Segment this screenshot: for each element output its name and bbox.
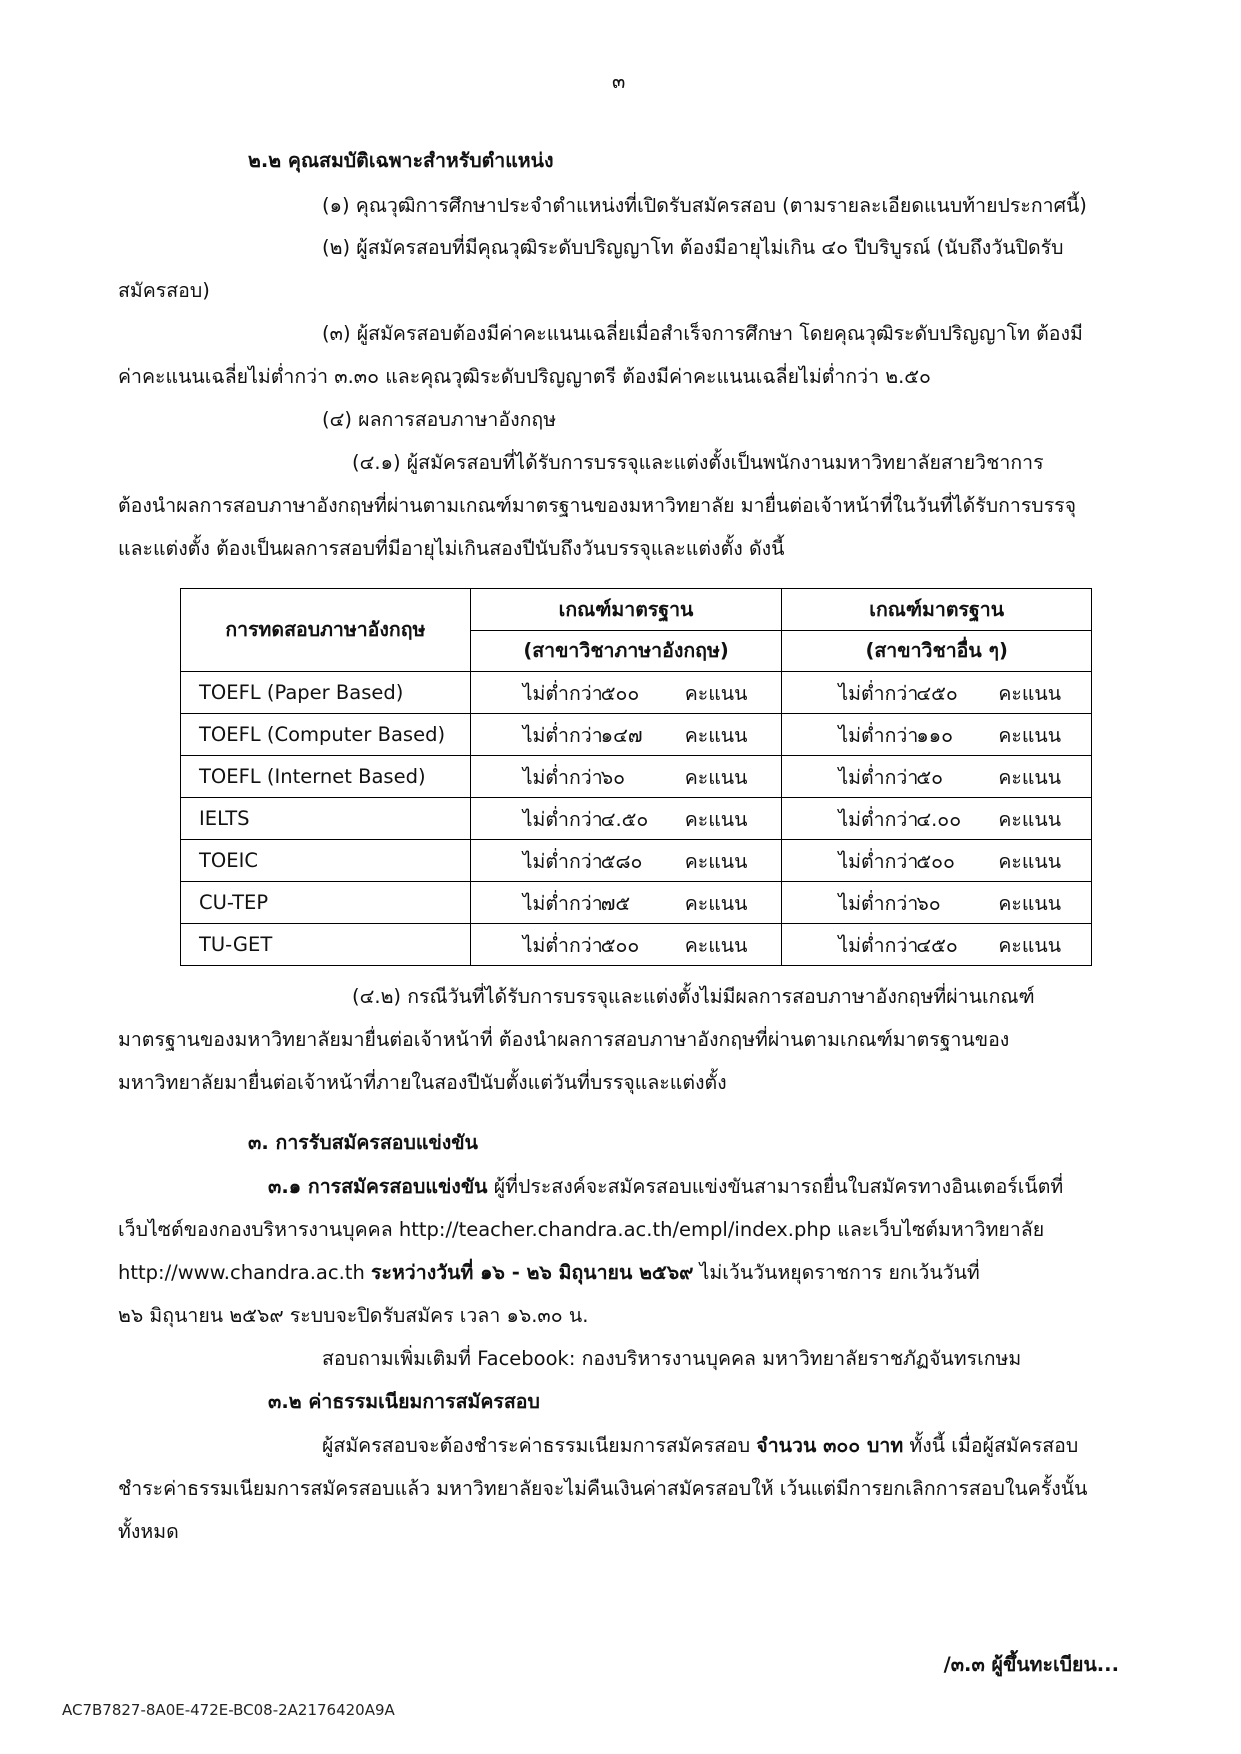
unit: คะแนน (998, 850, 1062, 873)
unit: คะแนน (684, 724, 748, 747)
other-threshold (782, 882, 1092, 924)
unit: คะแนน (684, 808, 748, 831)
score: ๔.๐๐ (916, 808, 962, 831)
min-label: ไม่ต่ำกว่า (522, 892, 603, 915)
other-threshold (782, 840, 1092, 882)
section-3-2-line-1 (322, 1434, 1078, 1457)
section-3-1-text: ผู้ที่ประสงค์จะสมัครสอบแข่งขันสามารถยื่นใบสมัครทางอินเตอร์เน็ตที่ (493, 1175, 1064, 1198)
test-name: TOEFL (Paper Based) (181, 672, 471, 714)
continued-marker: /๓.๓ ผู้ขึ้นทะเบียน... (943, 1653, 1119, 1676)
other-threshold (782, 756, 1092, 798)
table-row (181, 840, 1092, 882)
min-label: ไม่ต่ำกว่า (838, 682, 919, 705)
unit: คะแนน (998, 682, 1062, 705)
english-threshold (470, 672, 782, 714)
item-4-2-line-3: มหาวิทยาลัยมายื่นต่อเจ้าหน้าที่ภายในสองปีนับตั้งแต่วันที่บรรจุและแต่งตั้ง (118, 1071, 727, 1094)
min-label: ไม่ต่ำกว่า (522, 808, 603, 831)
min-label: ไม่ต่ำกว่า (838, 808, 919, 831)
item-4-1-line-1: (๔.๑) ผู้สมัครสอบที่ได้รับการบรรจุและแต่งตั้งเป็นพนักงานมหาวิทยาลัยสายวิชาการ (352, 451, 1044, 474)
test-name: TU-GET (181, 924, 471, 966)
section-3-2-line-2: ชำระค่าธรรมเนียมการสมัครสอบแล้ว มหาวิทยาลัยจะไม่คืนเงินค่าสมัครสอบให้ เว้นแต่มีการยกเลิกการสอบในครั้งนั้น (118, 1477, 1088, 1500)
item-4-2-line-1: (๔.๒) กรณีวันที่ได้รับการบรรจุและแต่งตั้งไม่มีผลการสอบภาษาอังกฤษที่ผ่านเกณฑ์ (352, 985, 1035, 1008)
english-threshold (470, 924, 782, 966)
english-threshold (470, 714, 782, 756)
application-period: ระหว่างวันที่ ๑๖ - ๒๖ มิถุนายน ๒๕๖๙ (371, 1261, 694, 1284)
unit: คะแนน (998, 766, 1062, 789)
score: ๕๐ (916, 766, 944, 789)
section-3-heading: ๓. การรับสมัครสอบแข่งขัน (248, 1131, 478, 1154)
other-threshold (782, 714, 1092, 756)
unit: คะแนน (998, 892, 1062, 915)
item-1: (๑) คุณวุฒิการศึกษาประจำตำแหน่งที่เปิดรับสมัครสอบ (ตามรายละเอียดแนบท้ายประกาศนี้) (322, 194, 1087, 217)
section-3-1-line-2: เว็บไซต์ของกองบริหารงานบุคคล http://teacher.chandra.ac.th/empl/index.php และเว็บไซต์มหาวิทยาลัย (118, 1218, 1045, 1241)
item-3-line-1: (๓) ผู้สมัครสอบต้องมีค่าคะแนนเฉลี่ยเมื่อสำเร็จการศึกษา โดยคุณวุฒิระดับปริญญาโท ต้องมี (322, 322, 1083, 345)
english-threshold (470, 840, 782, 882)
score: ๕๐๐ (600, 682, 640, 705)
item-2-line-1: (๒) ผู้สมัครสอบที่มีคุณวุฒิระดับปริญญาโท ต้องมีอายุไม่เกิน ๔๐ ปีบริบูรณ์ (นับถึงวันปิดรับ (322, 236, 1064, 259)
item-4: (๔) ผลการสอบภาษาอังกฤษ (322, 408, 557, 431)
unit: คะแนน (998, 724, 1062, 747)
other-threshold (782, 798, 1092, 840)
item-4-2-line-2: มาตรฐานของมหาวิทยาลัยมายื่นต่อเจ้าหน้าที่ ต้องนำผลการสอบภาษาอังกฤษที่ผ่านตามเกณฑ์มาตรฐานของ (118, 1028, 1010, 1051)
score: ๗๕ (600, 892, 631, 915)
min-label: ไม่ต่ำกว่า (838, 934, 919, 957)
score: ๕๐๐ (600, 934, 640, 957)
header-other-line-1: เกณฑ์มาตรฐาน (782, 589, 1092, 631)
fee-text-b: ทั้งนี้ เมื่อผู้สมัครสอบ (909, 1434, 1079, 1457)
min-label: ไม่ต่ำกว่า (838, 766, 919, 789)
unit: คะแนน (684, 766, 748, 789)
header-test: การทดสอบภาษาอังกฤษ (181, 589, 471, 672)
section-2-2-heading: ๒.๒ คุณสมบัติเฉพาะสำหรับตำแหน่ง (248, 149, 554, 172)
english-threshold (470, 756, 782, 798)
section-3-1-line-1 (268, 1175, 1063, 1198)
item-2-line-2: สมัครสอบ) (118, 279, 210, 302)
fee-amount: จำนวน ๓๐๐ บาท (756, 1434, 904, 1457)
table-row (181, 798, 1092, 840)
min-label: ไม่ต่ำกว่า (522, 682, 603, 705)
table-row (181, 882, 1092, 924)
section-3-2-line-3: ทั้งหมด (118, 1520, 179, 1543)
table-row (181, 672, 1092, 714)
fee-text-a: ผู้สมัครสอบจะต้องชำระค่าธรรมเนียมการสมัครสอบ (322, 1434, 751, 1457)
test-name: IELTS (181, 798, 471, 840)
min-label: ไม่ต่ำกว่า (522, 766, 603, 789)
item-3-line-2: ค่าคะแนนเฉลี่ยไม่ต่ำกว่า ๓.๓๐ และคุณวุฒิระดับปริญญาตรี ต้องมีค่าคะแนนเฉลี่ยไม่ต่ำกว่า ๒.๕๐ (118, 365, 931, 388)
contact-line: สอบถามเพิ่มเติมที่ Facebook: กองบริหารงานบุคคล มหาวิทยาลัยราชภัฏจันทรเกษม (322, 1347, 1022, 1370)
table-row (181, 924, 1092, 966)
score: ๑๑๐ (916, 724, 954, 747)
item-4-1-line-2: ต้องนำผลการสอบภาษาอังกฤษที่ผ่านตามเกณฑ์มาตรฐานของมหาวิทยาลัย มายื่นต่อเจ้าหน้าที่ในวันที่ได้รับการบรรจุ (118, 494, 1077, 517)
min-label: ไม่ต่ำกว่า (522, 724, 603, 747)
score: ๔๕๐ (916, 934, 958, 957)
item-4-1-line-3: และแต่งตั้ง ต้องเป็นผลการสอบที่มีอายุไม่เกินสองปีนับถึงวันบรรจุและแต่งตั้ง ดังนี้ (118, 537, 785, 560)
university-url: http://www.chandra.ac.th (118, 1261, 365, 1284)
unit: คะแนน (998, 934, 1062, 957)
unit: คะแนน (684, 682, 748, 705)
min-label: ไม่ต่ำกว่า (522, 934, 603, 957)
table-header-row (181, 589, 1092, 631)
unit: คะแนน (684, 892, 748, 915)
table-row (181, 714, 1092, 756)
section-3-1-line-4: ๒๖ มิถุนายน ๒๕๖๙ ระบบจะปิดรับสมัคร เวลา ๑๖.๓๐ น. (118, 1304, 589, 1327)
document-id: AC7B7827-8A0E-472E-BC08-2A2176420A9A (62, 1701, 395, 1719)
english-test-criteria-table (180, 588, 1092, 966)
score: ๖๐ (600, 766, 625, 789)
min-label: ไม่ต่ำกว่า (522, 850, 603, 873)
other-threshold (782, 924, 1092, 966)
score: ๕๘๐ (600, 850, 643, 873)
unit: คะแนน (684, 934, 748, 957)
unit: คะแนน (998, 808, 1062, 831)
section-3-1-heading: ๓.๑ การสมัครสอบแข่งขัน (268, 1175, 488, 1198)
min-label: ไม่ต่ำกว่า (838, 724, 919, 747)
test-name: TOEIC (181, 840, 471, 882)
score: ๔.๕๐ (600, 808, 649, 831)
unit: คะแนน (684, 850, 748, 873)
score: ๑๔๗ (600, 724, 643, 747)
score: ๖๐ (916, 892, 941, 915)
table-row (181, 756, 1092, 798)
test-name: TOEFL (Computer Based) (181, 714, 471, 756)
test-name: CU-TEP (181, 882, 471, 924)
header-other-line-2: (สาขาวิชาอื่น ๆ) (782, 630, 1092, 672)
test-name: TOEFL (Internet Based) (181, 756, 471, 798)
header-english-line-2: (สาขาวิชาภาษาอังกฤษ) (470, 630, 782, 672)
score: ๕๐๐ (916, 850, 955, 873)
page-number: ๓ (612, 70, 626, 93)
min-label: ไม่ต่ำกว่า (838, 850, 919, 873)
other-threshold (782, 672, 1092, 714)
english-threshold (470, 882, 782, 924)
section-3-1-line-3-rest: ไม่เว้นวันหยุดราชการ ยกเว้นวันที่ (699, 1261, 980, 1284)
header-english-line-1: เกณฑ์มาตรฐาน (470, 589, 782, 631)
english-threshold (470, 798, 782, 840)
section-3-1-line-3 (118, 1261, 980, 1284)
section-3-2-heading: ๓.๒ ค่าธรรมเนียมการสมัครสอบ (268, 1390, 540, 1413)
score: ๔๕๐ (916, 682, 958, 705)
min-label: ไม่ต่ำกว่า (838, 892, 919, 915)
